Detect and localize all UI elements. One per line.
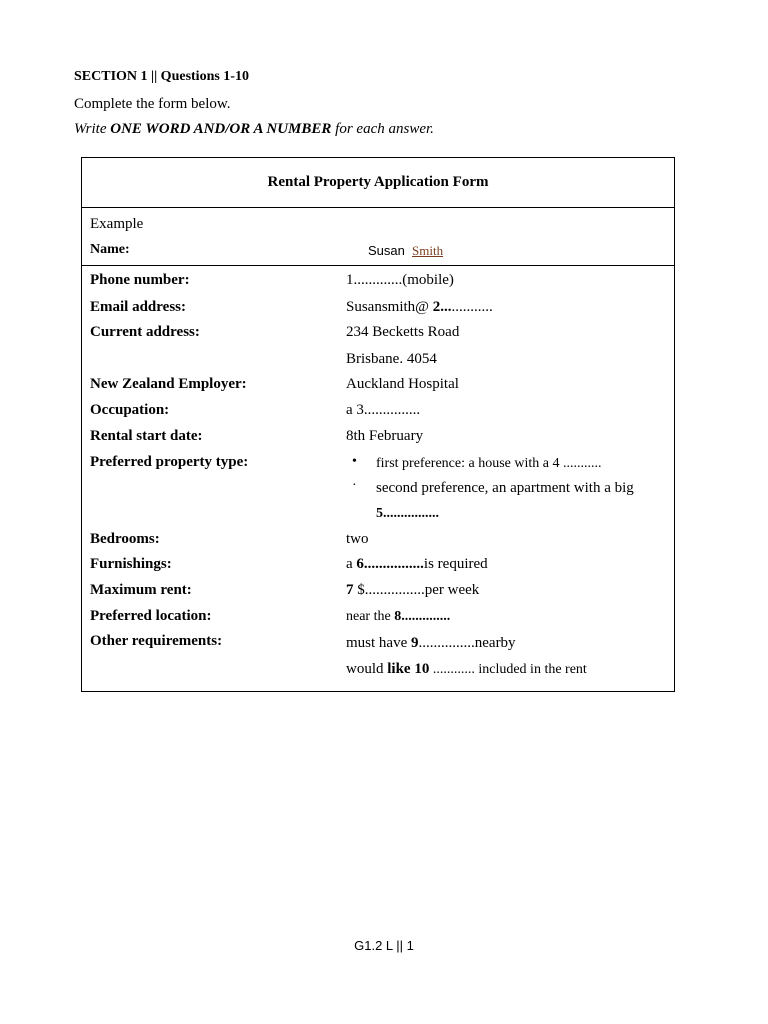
phone-value: 1.............(mobile) (346, 272, 454, 288)
example-first-name: Susan (368, 243, 405, 258)
instruction-emphasis: ONE WORD AND/OR A NUMBER (110, 121, 332, 137)
location-value (346, 609, 450, 625)
property-type-label: Preferred property type: (90, 454, 249, 470)
max-rent-label: Maximum rent: (90, 582, 192, 598)
employer-label: New Zealand Employer: (90, 376, 247, 392)
email-prefix: Susansmith@ (346, 299, 433, 315)
instruction-complete: Complete the form below. (74, 96, 231, 112)
occupation-value: a 3............... (346, 402, 421, 418)
bullet-icon: · (352, 478, 357, 493)
location-label: Preferred location: (90, 608, 212, 624)
name-label: Name: (90, 242, 130, 257)
furnishings-question-number: 6................ (356, 556, 424, 572)
other-line2-suffix: ............ included in the rent (429, 662, 587, 677)
bullet-icon: • (352, 454, 357, 469)
address-line1: 234 Becketts Road (346, 324, 460, 340)
bedrooms-label: Bedrooms: (90, 531, 160, 547)
other-requirements-label: Other requirements: (90, 633, 223, 649)
max-rent-question-number: 7 (346, 582, 354, 598)
other-requirements-line2 (346, 661, 587, 678)
other-line1-prefix: must have (346, 635, 411, 651)
email-value (346, 299, 493, 316)
email-suffix: ........... (451, 299, 493, 315)
other-question-10: like 10 (387, 661, 430, 677)
instruction-write (74, 121, 434, 138)
address-line2: Brisbane. 4054 (346, 351, 437, 367)
phone-label: Phone number: (90, 272, 190, 288)
form-title: Rental Property Application Form (82, 158, 674, 208)
furnishings-value (346, 556, 488, 573)
location-question-number: 8.............. (394, 609, 451, 624)
email-label: Email address: (90, 299, 186, 315)
furnishings-prefix: a (346, 556, 357, 572)
example-label: Example (90, 216, 144, 232)
max-rent-value (346, 582, 479, 599)
rental-form (81, 157, 675, 692)
address-label: Current address: (90, 324, 200, 340)
property-preference-2: second preference, an apartment with a big (376, 480, 634, 496)
employer-value: Auckland Hospital (346, 376, 459, 392)
instruction-suffix: for each answer. (331, 121, 434, 137)
occupation-label: Occupation: (90, 402, 170, 418)
other-line1-suffix: ...............nearby (418, 635, 516, 651)
example-last-name: Smith (412, 243, 444, 258)
location-prefix: near the (346, 609, 395, 624)
bedrooms-value: two (346, 531, 369, 547)
property-preference-2-blank: 5................ (376, 506, 439, 521)
other-requirements-line1 (346, 635, 516, 652)
other-question-9: 9 (411, 635, 419, 651)
property-preference-1: first preference: a house with a 4 ........... (376, 456, 602, 471)
section-title: SECTION 1 || Questions 1-10 (74, 69, 249, 84)
start-date-value: 8th February (346, 428, 424, 444)
max-rent-suffix: $................per week (353, 582, 480, 598)
instruction-prefix: Write (74, 121, 111, 137)
email-question-number: 2... (432, 299, 452, 315)
furnishings-suffix: is required (423, 556, 488, 572)
furnishings-label: Furnishings: (90, 556, 172, 572)
page-footer: G1.2 L || 1 (354, 938, 414, 953)
other-line2-prefix: would (346, 661, 388, 677)
example-section (82, 208, 674, 266)
start-date-label: Rental start date: (90, 428, 203, 444)
